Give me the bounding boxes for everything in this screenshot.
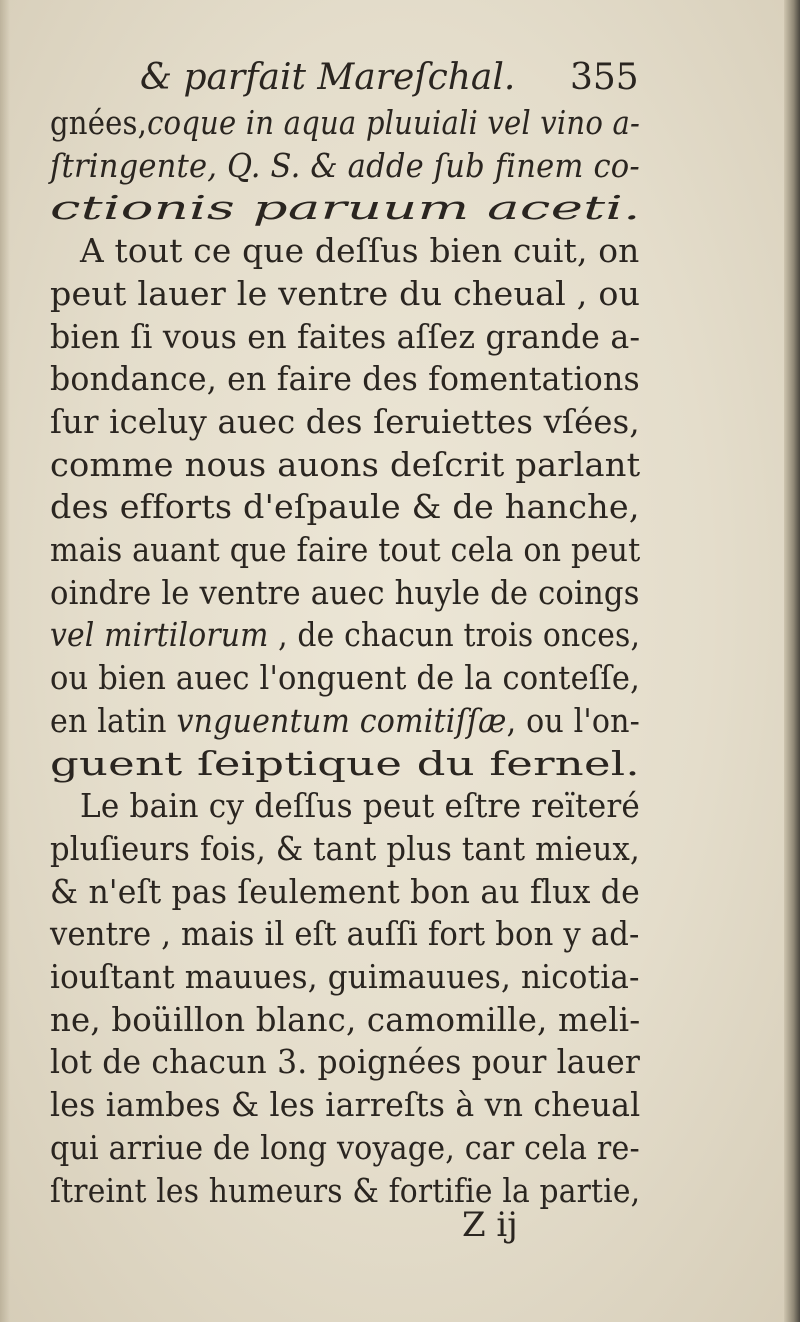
page-number: 355 [570,57,639,98]
text-line [50,573,640,613]
text-line [80,231,640,271]
text-segment: qui arriue de long voyage, car cela re- [50,1127,640,1167]
text-line [50,658,640,698]
italic-segment: coque in aqua pluuiali vel vino a- [147,103,640,142]
text-segment: pluſieurs fois, & tant plus tant mieux, [50,828,640,868]
text-segment: , ou l'on- [506,700,640,740]
text-segment: & n'eſt pas ſeulement bon au flux de [50,871,640,911]
text-segment: ſtreint les humeurs & fortifie la partie, [50,1170,641,1210]
text-line [50,146,640,186]
text-segment: comme nous auons deſcrit parlant [50,444,641,484]
italic-segment: vnguentum comitiſſæ [176,700,507,740]
italic-segment: vel mirtilorum [50,615,269,655]
text-line [50,1000,640,1040]
text-segment: guent ſeiptique du fernel. [50,743,640,783]
text-segment: ne, boüillon blanc, camomille, meli- [50,999,641,1039]
text-segment: ventre , mais il eſt auſſi fort bon y ad- [50,914,640,954]
text-segment: , de chacun trois onces, [268,615,641,655]
text-line [50,445,640,485]
text-line [50,914,640,954]
text-segment: A tout ce que deſſus bien cuit, on [80,231,640,271]
text-segment: iouſtant mauues, guimauues, nicotia- [50,957,640,996]
running-header [140,56,640,100]
text-line [50,317,640,357]
text-line [50,701,640,741]
text-line [50,103,640,143]
text-segment: peut lauer le ventre du cheual , ou [50,273,641,313]
running-title: & parfait Mareſchal. [140,57,516,98]
text-segment: mais auant que faire tout cela on peut [50,530,641,569]
text-line [50,188,641,228]
text-segment: gnées, [50,103,148,142]
text-line [50,274,640,314]
text-line [80,786,640,826]
text-line [50,402,640,442]
signature-mark: Z ij [462,1205,518,1245]
text-segment: Le bain cy deſſus peut eſtre reïteré [80,786,641,826]
text-line [50,1128,640,1168]
text-segment: oindre le ventre auec huyle de coings [50,572,640,612]
text-segment: les iambes & les iarreſts à vn cheual [50,1085,641,1125]
text-segment: lot de chacun 3. poignées pour lauer [50,1042,641,1082]
text-segment: des efforts d'eſpaule & de hanche, [50,487,640,527]
page-right-edge [784,0,800,1322]
text-segment: en latin [50,700,177,740]
text-line [50,1171,640,1211]
text-line [50,1042,640,1082]
italic-segment: ſtringente, Q. S. & adde ſub finem co- [50,145,640,185]
text-line [50,1085,640,1125]
text-line [50,872,640,912]
text-segment: ou bien auec l'onguent de la conteſſe, [50,658,640,698]
text-line [50,615,640,655]
text-line [50,829,640,869]
text-line [50,744,640,784]
text-line [50,487,640,527]
text-line [50,530,640,570]
italic-segment: ctionis paruum aceti. [50,188,641,228]
text-segment: ſur iceluy auec des ſeruiettes vſées, [50,401,640,441]
text-line [50,359,640,399]
page-left-edge [0,0,10,1322]
text-segment: bondance, en faire des fomentations [50,359,640,399]
text-segment: bien ſi vous en faites aſſez grande a- [50,316,641,356]
text-line [50,957,640,997]
